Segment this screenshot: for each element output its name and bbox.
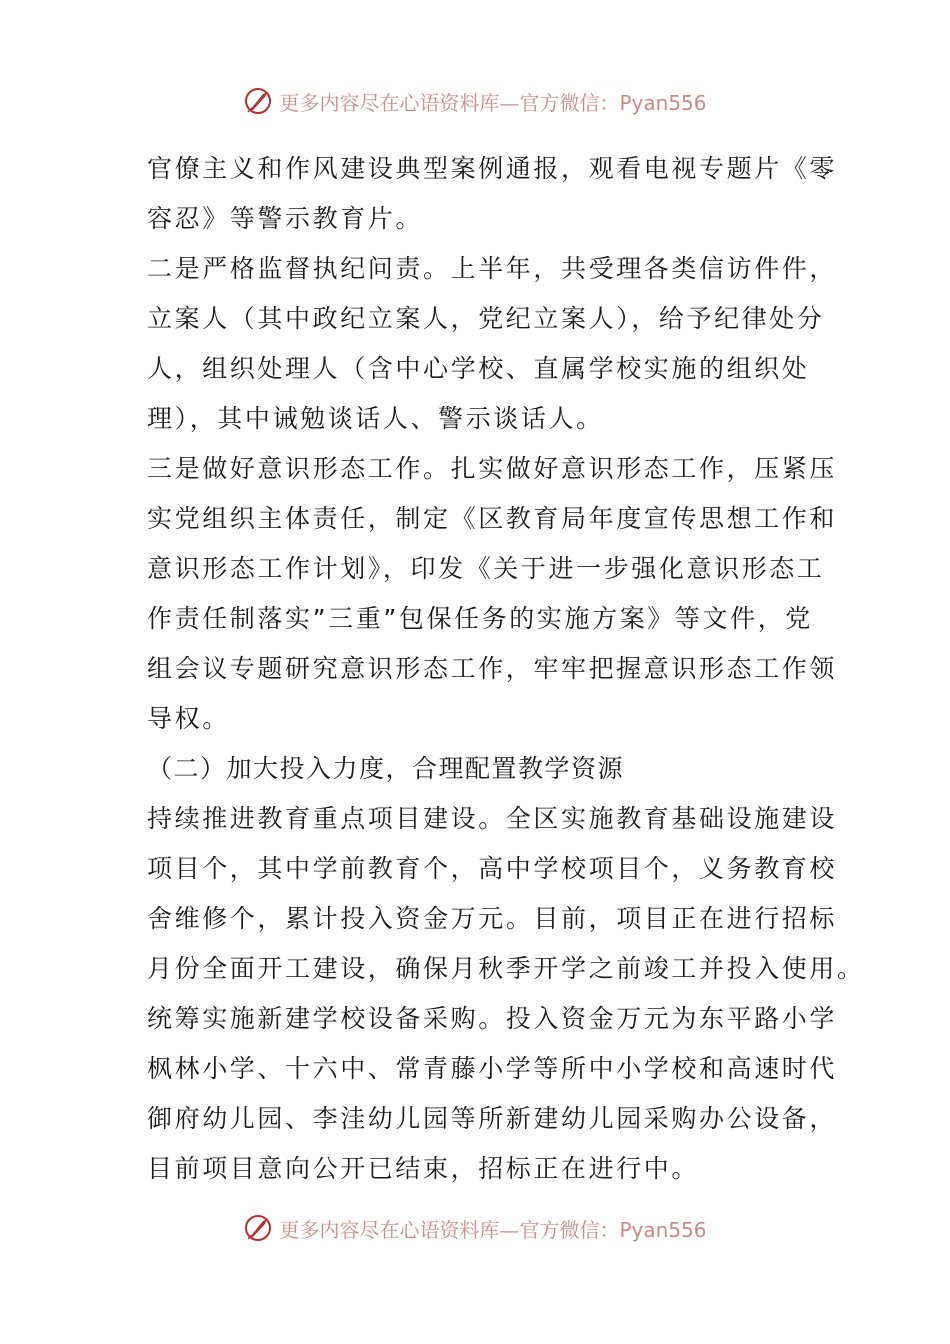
quill-logo-icon [243,1213,273,1243]
text-line: 人，组织处理人（含中心学校、直属学校实施的组织处 [147,354,810,383]
text-line: 项目个，其中学前教育个，高中学校项目个，义务教育校 [147,854,838,883]
document-body [147,144,865,1194]
text-line: 实党组织主体责任，制定《区教育局年度宣传思想工作和 [147,504,838,533]
quill-logo-icon [243,86,273,116]
text-line: 目前项目意向公开已结束，招标正在进行中。 [147,1154,700,1183]
watermark-label: 更多内容尽在心语资料库—官方微信： [279,1217,620,1242]
watermark-header [0,86,950,116]
watermark-text [279,1214,706,1243]
text-line: 舍维修个，累计投入资金万元。目前，项目正在进行招标 [147,904,838,933]
text-line: 御府幼儿园、李洼幼儿园等所新建幼儿园采购办公设备， [147,1104,838,1133]
text-line: 立案人（其中政纪立案人，党纪立案人），给予纪律处分 [147,304,825,333]
text-line: 导权。 [147,704,230,733]
section-heading: （二）加大投入力度，合理配置教学资源 [147,754,625,783]
watermark-label: 更多内容尽在心语资料库—官方微信： [279,90,620,115]
text-line: 枫林小学、十六中、常青藤小学等所中小学校和高速时代 [147,1054,838,1083]
text-line: 理），其中诫勉谈话人、警示谈话人。 [147,404,604,433]
text-line: 持续推进教育重点项目建设。全区实施教育基础设施建设 [147,804,838,833]
text-line: 三是做好意识形态工作。扎实做好意识形态工作，压紧压 [147,454,838,483]
watermark-text [279,87,706,116]
watermark-handle: Pyan556 [619,1217,707,1242]
text-line: 二是严格监督执纪问责。上半年，共受理各类信访件件， [147,254,838,283]
text-line: 意识形态工作计划》，印发《关于进一步强化意识形态工 [147,554,825,583]
watermark-handle: Pyan556 [619,90,707,115]
text-line: 组会议专题研究意识形态工作，牢牢把握意识形态工作领 [147,654,838,683]
watermark-footer [0,1213,950,1243]
text-line: 作责任制落实”三重”包保任务的实施方案》等文件，党 [147,604,813,633]
text-line: 容忍》等警示教育片。 [147,204,424,233]
text-line: 官僚主义和作风建设典型案例通报，观看电视专题片《零 [147,154,838,183]
text-line: 统筹实施新建学校设备采购。投入资金万元为东平路小学 [147,1004,838,1033]
text-line: 月份全面开工建设，确保月秋季开学之前竣工并投入使用。 [147,954,865,983]
